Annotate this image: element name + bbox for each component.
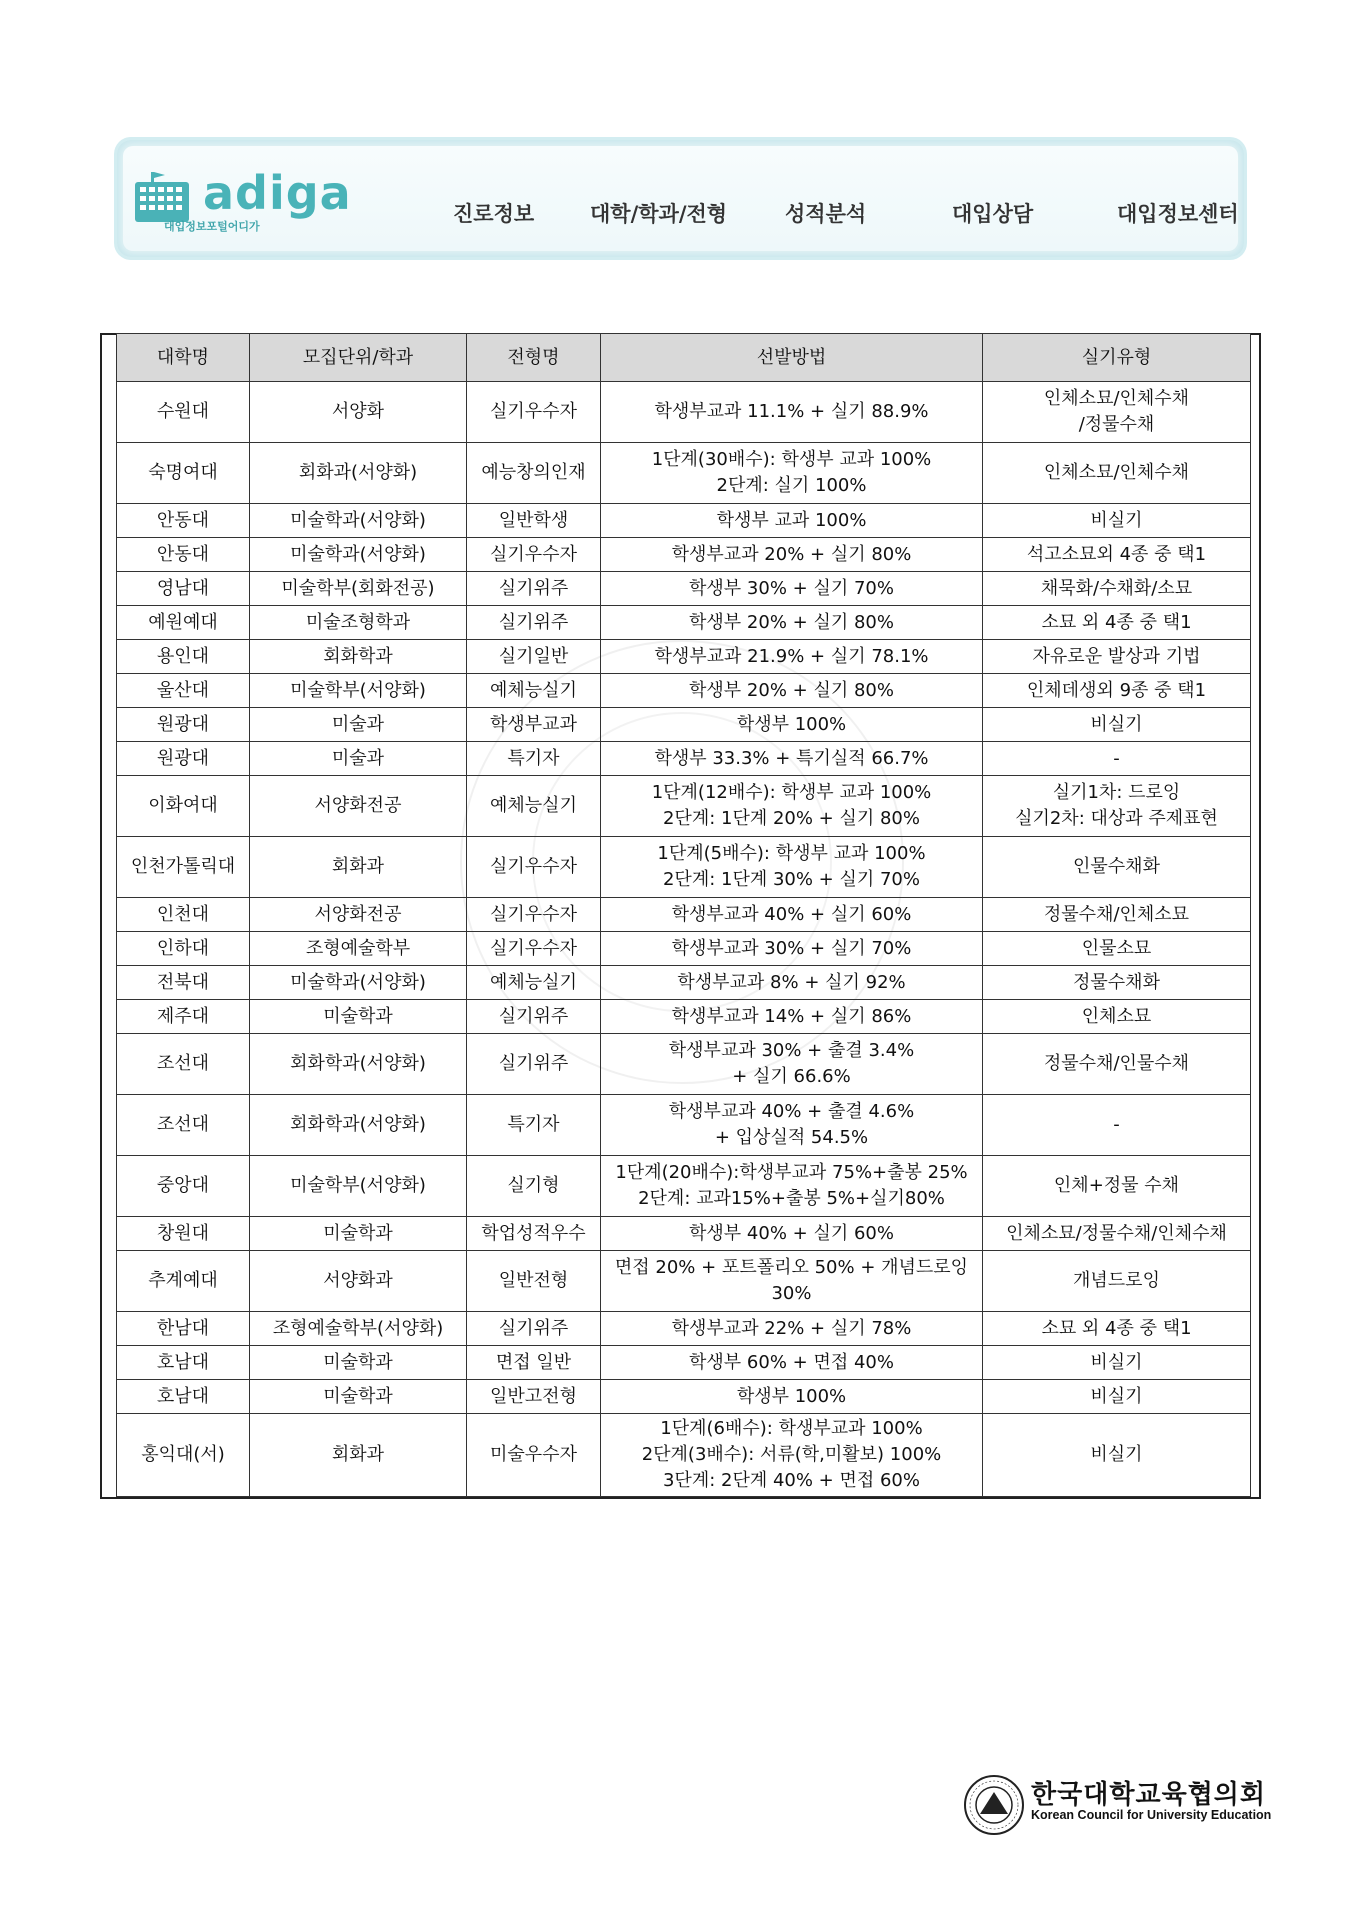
cell-selection-method [601, 538, 983, 572]
cell-selection-method [601, 932, 983, 966]
cell-selection-method [601, 742, 983, 776]
cell-department: 서양화과 [250, 1251, 467, 1312]
cell-line: 1단계(6배수): 학생부교과 100% [660, 1418, 923, 1439]
cell-admission-type: 면접 일반 [467, 1346, 601, 1380]
table-row [117, 1251, 1251, 1312]
table-row [117, 966, 1251, 1000]
cell-line: 2단계: 1단계 20% + 실기 80% [662, 808, 920, 829]
cell-line: 비실기 [1090, 1444, 1143, 1465]
table-row [117, 674, 1251, 708]
cell-selection-method [601, 837, 983, 898]
cell-department: 미술학과(서양화) [250, 504, 467, 538]
cell-line: 정물수채/인물수채 [1043, 1053, 1190, 1074]
table-row [117, 1156, 1251, 1217]
cell-line: 개념드로잉 [1073, 1270, 1160, 1291]
cell-line: 인체+정물 수채 [1053, 1175, 1180, 1196]
cell-line: 학생부교과 21.9% + 실기 78.1% [654, 645, 929, 667]
cell-selection-method [601, 1000, 983, 1034]
table-row [117, 606, 1251, 640]
cell-university: 예원예대 [117, 606, 250, 640]
cell-line: 1단계(20배수):학생부교과 75%+출봉 25% [615, 1162, 968, 1183]
cell-admission-type: 실기일반 [467, 640, 601, 674]
cell-university: 한남대 [117, 1312, 250, 1346]
cell-line: 면접 20% + 포트폴리오 50% + 개념드로잉 [614, 1257, 969, 1278]
org-name-korean: 한국대학교육협의회 [1031, 1780, 1267, 1810]
cell-line: 인체소묘 [1081, 1005, 1152, 1027]
cell-practical-type [983, 674, 1251, 708]
cell-department: 회화학과 [250, 640, 467, 674]
cell-department: 미술과 [250, 708, 467, 742]
cell-admission-type: 실기우수자 [467, 837, 601, 898]
cell-practical-type [983, 504, 1251, 538]
cell-department: 서양화전공 [250, 776, 467, 837]
cell-line: + 실기 66.6% [732, 1066, 851, 1087]
cell-department: 미술학부(서양화) [250, 674, 467, 708]
table-row [117, 1095, 1251, 1156]
cell-selection-method [601, 674, 983, 708]
cell-line: 비실기 [1090, 1351, 1143, 1373]
cell-selection-method [601, 504, 983, 538]
cell-line: 인체소묘/인체수채 [1043, 388, 1190, 409]
nav-admission-counseling[interactable]: 대입상담 [952, 202, 1034, 226]
cell-line: 학생부교과 40% + 실기 60% [671, 903, 912, 925]
cell-selection-method [601, 966, 983, 1000]
admission-table [116, 333, 1251, 1497]
cell-university: 안동대 [117, 538, 250, 572]
cell-practical-type [983, 1414, 1251, 1497]
cell-department: 조형예술학부(서양화) [250, 1312, 467, 1346]
header-university: 대학명 [117, 334, 250, 382]
cell-practical-type [983, 742, 1251, 776]
cell-admission-type: 실기위주 [467, 1000, 601, 1034]
cell-practical-type [983, 1156, 1251, 1217]
cell-admission-type: 실기위주 [467, 572, 601, 606]
cell-line: 석고소묘외 4종 중 택1 [1026, 543, 1207, 565]
cell-line: 학생부교과 11.1% + 실기 88.9% [654, 401, 929, 422]
cell-practical-type [983, 538, 1251, 572]
cell-line: 30% [771, 1283, 812, 1304]
cell-line: 인체데생외 9종 중 택1 [1026, 679, 1207, 701]
cell-practical-type [983, 1034, 1251, 1095]
cell-university: 영남대 [117, 572, 250, 606]
logo-wordmark: adiga [203, 166, 352, 220]
header-department: 모집단위/학과 [250, 334, 467, 382]
cell-department: 회화학과(서양화) [250, 1034, 467, 1095]
cell-department: 미술학과(서양화) [250, 538, 467, 572]
nav-career-info[interactable]: 진로정보 [453, 202, 535, 226]
cell-selection-method [601, 898, 983, 932]
cell-university: 호남대 [117, 1380, 250, 1414]
cell-selection-method [601, 1217, 983, 1251]
cell-line: 1단계(12배수): 학생부 교과 100% [651, 782, 932, 803]
cell-admission-type: 실기형 [467, 1156, 601, 1217]
cell-university: 중앙대 [117, 1156, 250, 1217]
cell-practical-type [983, 776, 1251, 837]
table-row [117, 1414, 1251, 1497]
cell-line: + 입상실적 54.5% [714, 1127, 869, 1148]
cell-line: 비실기 [1090, 1385, 1143, 1407]
cell-university: 조선대 [117, 1095, 250, 1156]
cell-university: 울산대 [117, 674, 250, 708]
nav-admission-info-center[interactable]: 대입정보센터 [1117, 202, 1239, 226]
cell-selection-method [601, 1034, 983, 1095]
cell-line: 인물소묘 [1081, 937, 1152, 959]
cell-line: 학생부 30% + 실기 70% [689, 577, 894, 599]
cell-admission-type: 실기위주 [467, 1034, 601, 1095]
cell-line: 2단계: 1단계 30% + 실기 70% [662, 869, 920, 890]
cell-practical-type [983, 932, 1251, 966]
cell-selection-method [601, 606, 983, 640]
cell-line: 2단계: 실기 100% [716, 475, 867, 496]
cell-department: 미술학과 [250, 1000, 467, 1034]
cell-department: 미술학과(서양화) [250, 966, 467, 1000]
cell-selection-method [601, 572, 983, 606]
cell-admission-type: 학업성적우수 [467, 1217, 601, 1251]
cell-university: 전북대 [117, 966, 250, 1000]
cell-university: 안동대 [117, 504, 250, 538]
cell-line: 인체소묘/정물수채/인체수채 [1006, 1222, 1227, 1244]
cell-line: 학생부 60% + 면접 40% [689, 1351, 894, 1373]
cell-selection-method [601, 1156, 983, 1217]
table-row [117, 504, 1251, 538]
cell-department: 회화과 [250, 1414, 467, 1497]
cell-line: 학생부 100% [736, 1385, 847, 1407]
cell-line: 정물수채화 [1073, 971, 1160, 993]
cell-university: 이화여대 [117, 776, 250, 837]
table-row [117, 1346, 1251, 1380]
cell-admission-type: 일반전형 [467, 1251, 601, 1312]
cell-selection-method [601, 1380, 983, 1414]
cell-line: 학생부 40% + 실기 60% [689, 1222, 894, 1244]
cell-admission-type: 실기위주 [467, 1312, 601, 1346]
cell-practical-type [983, 1095, 1251, 1156]
cell-line: 학생부교과 8% + 실기 92% [677, 971, 906, 993]
table-row [117, 742, 1251, 776]
cell-practical-type [983, 966, 1251, 1000]
org-name-english: Korean Council for University Education [1031, 1808, 1272, 1822]
table-row [117, 538, 1251, 572]
cell-line: 학생부 100% [736, 713, 847, 735]
table-row [117, 776, 1251, 837]
nav-score-analysis[interactable]: 성적분석 [785, 202, 867, 226]
cell-selection-method [601, 1346, 983, 1380]
cell-practical-type [983, 443, 1251, 504]
table-row [117, 1000, 1251, 1034]
cell-line: 학생부 교과 100% [716, 509, 867, 531]
cell-university: 숙명여대 [117, 443, 250, 504]
cell-line: 소묘 외 4종 중 택1 [1041, 611, 1192, 633]
cell-practical-type [983, 640, 1251, 674]
cell-selection-method [601, 776, 983, 837]
cell-line: 학생부교과 30% + 실기 70% [671, 937, 912, 959]
cell-line: 학생부교과 22% + 실기 78% [671, 1317, 912, 1339]
cell-line: 학생부교과 40% + 출결 4.6% [668, 1101, 915, 1122]
cell-selection-method [601, 382, 983, 443]
cell-line: 실기2차: 대상과 주제표현 [1015, 808, 1218, 829]
cell-line: - [1113, 747, 1120, 769]
cell-line: 학생부 20% + 실기 80% [689, 679, 894, 701]
cell-admission-type: 예능창의인재 [467, 443, 601, 504]
adiga-logo[interactable] [131, 166, 361, 233]
cell-admission-type: 특기자 [467, 742, 601, 776]
cell-line: - [1113, 1114, 1120, 1135]
cell-department: 회화과 [250, 837, 467, 898]
header-practical-type: 실기유형 [983, 334, 1251, 382]
cell-line: 인체소묘/인체수채 [1043, 462, 1190, 483]
cell-selection-method [601, 1312, 983, 1346]
cell-admission-type: 실기우수자 [467, 932, 601, 966]
cell-practical-type [983, 1217, 1251, 1251]
table-row [117, 708, 1251, 742]
table-row [117, 572, 1251, 606]
cell-line: 비실기 [1090, 509, 1143, 531]
cell-department: 서양화전공 [250, 898, 467, 932]
cell-selection-method [601, 708, 983, 742]
cell-admission-type: 일반학생 [467, 504, 601, 538]
cell-line: 3단계: 2단계 40% + 면접 60% [662, 1470, 920, 1491]
cell-department: 미술조형학과 [250, 606, 467, 640]
cell-university: 홍익대(서) [117, 1414, 250, 1497]
cell-university: 인천가톨릭대 [117, 837, 250, 898]
cell-department: 서양화 [250, 382, 467, 443]
cell-university: 수원대 [117, 382, 250, 443]
cell-practical-type [983, 1312, 1251, 1346]
cell-line: 학생부교과 14% + 실기 86% [671, 1005, 912, 1027]
cell-admission-type: 예체능실기 [467, 674, 601, 708]
cell-practical-type [983, 1346, 1251, 1380]
cell-practical-type [983, 1251, 1251, 1312]
cell-admission-type: 학생부교과 [467, 708, 601, 742]
cell-admission-type: 실기우수자 [467, 538, 601, 572]
cell-university: 인천대 [117, 898, 250, 932]
header-banner [117, 140, 1244, 257]
table-body [117, 382, 1251, 1497]
cell-admission-type: 예체능실기 [467, 776, 601, 837]
table-row [117, 1217, 1251, 1251]
table-row [117, 1034, 1251, 1095]
cell-line: 학생부 20% + 실기 80% [689, 611, 894, 633]
table-row [117, 837, 1251, 898]
cell-department: 미술과 [250, 742, 467, 776]
cell-line: 1단계(5배수): 학생부 교과 100% [657, 843, 926, 864]
cell-line: 실기1차: 드로잉 [1052, 782, 1181, 803]
cell-line: 2단계: 교과15%+출봉 5%+실기80% [638, 1188, 945, 1209]
cell-department: 미술학부(회화전공) [250, 572, 467, 606]
cell-line: 학생부 33.3% + 특기실적 66.7% [654, 747, 929, 769]
cell-line: 채묵화/수채화/소묘 [1040, 577, 1193, 599]
table-row [117, 1380, 1251, 1414]
cell-admission-type: 실기우수자 [467, 382, 601, 443]
cell-line: 학생부교과 30% + 출결 3.4% [668, 1040, 915, 1061]
table-row [117, 640, 1251, 674]
cell-practical-type [983, 708, 1251, 742]
cell-practical-type [983, 837, 1251, 898]
logo-subtitle: 대입정보포털어디가 [164, 220, 260, 233]
cell-admission-type: 일반고전형 [467, 1380, 601, 1414]
cell-university: 원광대 [117, 742, 250, 776]
cell-department: 미술학부(서양화) [250, 1156, 467, 1217]
cell-admission-type: 실기우수자 [467, 898, 601, 932]
nav-university-department[interactable]: 대학/학과/전형 [590, 202, 728, 226]
cell-line: 학생부교과 20% + 실기 80% [671, 543, 912, 565]
cell-admission-type: 실기위주 [467, 606, 601, 640]
cell-selection-method [601, 640, 983, 674]
cell-university: 용인대 [117, 640, 250, 674]
cell-line: 소묘 외 4종 중 택1 [1041, 1317, 1192, 1339]
cell-university: 추계예대 [117, 1251, 250, 1312]
cell-department: 조형예술학부 [250, 932, 467, 966]
table-row [117, 382, 1251, 443]
cell-practical-type [983, 898, 1251, 932]
cell-selection-method [601, 1414, 983, 1497]
kcue-logo [963, 1772, 1272, 1842]
cell-selection-method [601, 1251, 983, 1312]
cell-selection-method [601, 1095, 983, 1156]
table-row [117, 898, 1251, 932]
cell-university: 호남대 [117, 1346, 250, 1380]
cell-admission-type: 예체능실기 [467, 966, 601, 1000]
cell-department: 미술학과 [250, 1346, 467, 1380]
cell-line: 2단계(3배수): 서류(학,미활보) 100% [641, 1444, 942, 1465]
header-selection-method: 선발방법 [601, 334, 983, 382]
cell-university: 인하대 [117, 932, 250, 966]
cell-practical-type [983, 572, 1251, 606]
cell-line: /정물수채 [1078, 414, 1155, 435]
cell-university: 제주대 [117, 1000, 250, 1034]
cell-practical-type [983, 1000, 1251, 1034]
cell-line: 자유로운 발상과 기법 [1032, 645, 1201, 667]
table-row [117, 443, 1251, 504]
cell-admission-type: 특기자 [467, 1095, 601, 1156]
cell-university: 원광대 [117, 708, 250, 742]
cell-practical-type [983, 1380, 1251, 1414]
cell-department: 회화학과(서양화) [250, 1095, 467, 1156]
cell-university: 조선대 [117, 1034, 250, 1095]
cell-line: 정물수채/인체소묘 [1043, 903, 1190, 925]
table-row [117, 1312, 1251, 1346]
cell-line: 인물수채화 [1073, 856, 1160, 877]
cell-practical-type [983, 606, 1251, 640]
cell-practical-type [983, 382, 1251, 443]
cell-department: 회화과(서양화) [250, 443, 467, 504]
cell-university: 창원대 [117, 1217, 250, 1251]
cell-department: 미술학과 [250, 1380, 467, 1414]
cell-selection-method [601, 443, 983, 504]
cell-department: 미술학과 [250, 1217, 467, 1251]
cell-line: 비실기 [1090, 713, 1143, 735]
table-header-row [117, 334, 1251, 382]
table-row [117, 932, 1251, 966]
cell-admission-type: 미술우수자 [467, 1414, 601, 1497]
header-admission-type: 전형명 [467, 334, 601, 382]
cell-line: 1단계(30배수): 학생부 교과 100% [651, 449, 932, 470]
kcue-seal-icon [963, 1774, 1025, 1836]
